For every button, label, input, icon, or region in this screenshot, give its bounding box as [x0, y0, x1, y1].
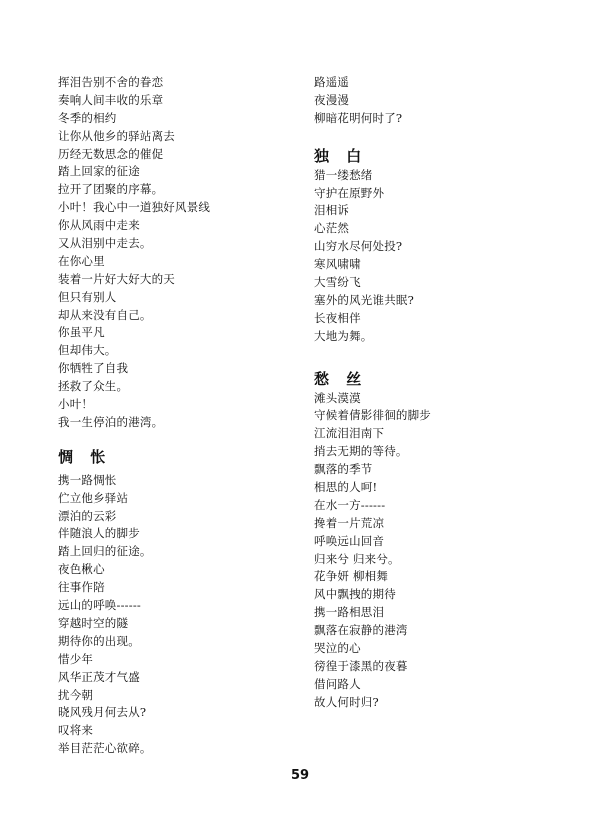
poem-line: 小叶！我心中一道独好风景线 — [58, 200, 211, 215]
poem-line: 风中飘拽的期待 — [314, 587, 396, 602]
poem-line: 拯救了众生。 — [58, 379, 129, 394]
poem-line: 故人何时归? — [314, 694, 379, 709]
poem-chouchang-body — [58, 472, 278, 758]
poem-line: 柳暗花明何时了? — [314, 110, 403, 125]
poem-line: 往事作陪 — [58, 580, 105, 595]
poem-chouchang-continued — [314, 74, 544, 128]
poem-line: 拉开了团聚的序幕。 — [58, 182, 164, 197]
poem-line: 但却伟大。 — [58, 343, 117, 358]
poem-line: 泪相诉 — [314, 203, 350, 218]
right-column — [314, 74, 544, 712]
poem-line: 我一生停泊的港湾。 — [58, 414, 164, 429]
poem-line: 长夜相伴 — [314, 310, 361, 325]
poem-line: 风华正茂才气盛 — [58, 669, 140, 684]
poem-line: 归来兮 归来兮。 — [314, 551, 400, 566]
poem-line: 相思的人呵! — [314, 480, 378, 495]
poem-chousi-body — [314, 390, 544, 712]
poem-line: 远山的呼唤------ — [58, 598, 142, 613]
poem-line: 举目茫茫心欲碎。 — [58, 741, 152, 756]
poem-line: 扰今朝 — [58, 687, 94, 702]
poem-line: 搀着一片荒凉 — [314, 515, 385, 530]
poem-line: 大地为舞。 — [314, 328, 373, 343]
poem-title-dubai: 独 白 — [314, 146, 368, 165]
poem-line: 携一路相思泪 — [314, 605, 385, 620]
left-column — [58, 74, 278, 758]
poem-line: 徬徨于漆黑的夜暮 — [314, 658, 408, 673]
poem-line: 心茫然 — [314, 221, 350, 236]
poem-title-chouchang: 惆 怅 — [58, 447, 112, 466]
poem-line: 夜色楸心 — [58, 562, 105, 577]
poem-line: 借问路人 — [314, 676, 361, 691]
poem-line: 伴随浪人的脚步 — [58, 526, 140, 541]
poem-line: 但只有别人 — [58, 289, 117, 304]
poem-title-chousi: 愁 丝 — [314, 369, 368, 388]
poem-line: 奏响人间丰收的乐章 — [58, 92, 164, 107]
poem-line: 守候着倩影徘徊的脚步 — [314, 408, 431, 423]
poem-line: 山穷水尽何处投? — [314, 239, 403, 254]
poem-line: 飘落在寂静的港湾 — [314, 623, 408, 638]
poem-line: 小叶！ — [58, 397, 94, 412]
poem-line: 漂泊的云彩 — [58, 508, 117, 523]
poem-line: 你从风雨中走来 — [58, 218, 140, 233]
poem-line: 装着一片好大好大的天 — [58, 271, 175, 286]
poem-line: 猎一缕愁绪 — [314, 167, 373, 182]
poem-line: 滩头漠漠 — [314, 390, 361, 405]
poem-line: 又从泪别中走去。 — [58, 236, 152, 251]
page-number: 59 — [290, 768, 310, 783]
poem-line: 寒风啸啸 — [314, 257, 361, 272]
poem-line: 惜少年 — [58, 651, 94, 666]
poem-line: 哭泣的心 — [314, 641, 361, 656]
poem-untitled — [58, 74, 278, 432]
poem-line: 伫立他乡驿站 — [58, 490, 129, 505]
poem-line: 让你从他乡的驿站离去 — [58, 128, 175, 143]
poem-line: 大雪纷飞 — [314, 275, 361, 290]
poem-line: 你虽平凡 — [58, 325, 105, 340]
poem-line: 在水一方------ — [314, 497, 386, 512]
poem-line: 呼唤远山回音 — [314, 533, 385, 548]
poem-line: 守护在原野外 — [314, 185, 385, 200]
poem-dubai-body — [314, 167, 544, 346]
poem-line: 踏上回归的征途。 — [58, 544, 152, 559]
poem-line: 叹将来 — [58, 723, 94, 738]
poem-line: 花争妍 柳相舞 — [314, 569, 389, 584]
poem-line: 江流泪泪南下 — [314, 426, 385, 441]
poem-line: 晓风残月何去从? — [58, 705, 147, 720]
poem-line: 你牺牲了自我 — [58, 361, 129, 376]
poem-line: 夜漫漫 — [314, 92, 350, 107]
poem-line: 冬季的相约 — [58, 110, 117, 125]
poem-line: 塞外的风光谁共眠? — [314, 292, 414, 307]
poem-line: 踏上回家的征途 — [58, 164, 140, 179]
poem-line: 挥泪告别不舍的眷恋 — [58, 75, 164, 89]
poem-line: 穿越时空的隧 — [58, 615, 129, 630]
poem-line: 期待你的出现。 — [58, 633, 140, 648]
poem-line: 飘落的季节 — [314, 462, 373, 477]
poem-line: 捎去无期的等待。 — [314, 444, 408, 459]
poem-line: 却从来没有自己。 — [58, 307, 152, 322]
poem-line: 在你心里 — [58, 253, 105, 268]
poem-line: 携一路惆怅 — [58, 472, 117, 487]
poem-line: 路遥遥 — [314, 75, 350, 89]
poem-line: 历经无数思念的催促 — [58, 146, 164, 161]
